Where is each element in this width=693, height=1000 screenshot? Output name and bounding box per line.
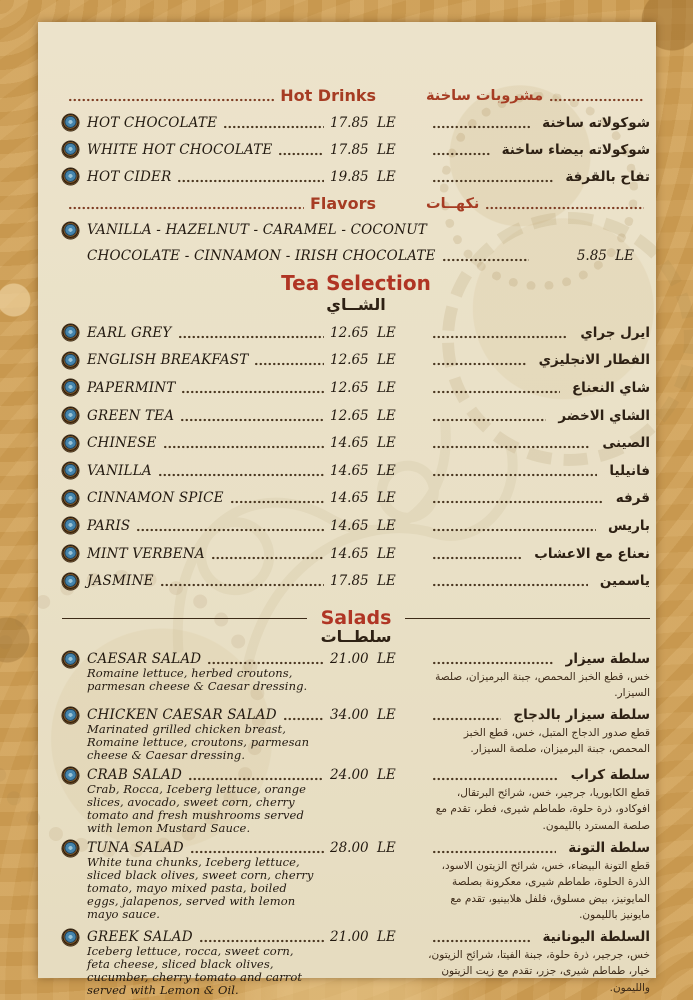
item-name-ar: باريس	[607, 517, 650, 534]
item-price: 12.65 LE	[330, 352, 396, 369]
brand-seal-icon	[62, 407, 79, 424]
item-price: 17.85 LE	[330, 114, 396, 131]
menu-item-row	[62, 929, 650, 997]
item-price: 17.85 LE	[330, 141, 396, 158]
brand-seal-icon	[62, 168, 79, 185]
item-description-en: Iceberg lettuce, rocca, sweet corn, feta cheese, sliced black olives, cucumber, cherry tomato and carrot served with Lemon & Oil.	[87, 943, 303, 997]
item-name-en: EARL GREY	[87, 324, 172, 341]
menu-item-row	[62, 540, 650, 568]
item-name-ar: سلطة سيزار بالدجاج	[513, 706, 650, 723]
item-name-en: JASMINE	[87, 573, 154, 590]
dotted-leader	[180, 418, 324, 422]
brand-seal-icon	[62, 490, 79, 507]
dotted-leader	[177, 179, 324, 183]
item-description-ar: خس، جرجير، ذرة حلوة، جبنة الفيتا، شرائح الزيتون، خيار، طماطم شيرى، جزر، تقدم مع زيت الزيتون والليمون.	[428, 948, 650, 994]
section-title-ar: الشــاي	[326, 295, 386, 314]
dotted-leader	[442, 258, 529, 262]
dotted-leader	[432, 661, 554, 665]
flavors-text: VANILLA - HAZELNUT - CARAMEL - COCONUT	[87, 222, 427, 238]
dotted-leader	[432, 850, 556, 854]
menu-item-row	[62, 707, 650, 762]
menu-item-row	[62, 347, 650, 375]
item-name-en: GREEK SALAD	[87, 928, 193, 945]
item-price: 17.85 LE	[330, 573, 396, 590]
item-name-en: CAESAR SALAD	[87, 650, 202, 667]
section-title-en: Tea Selection	[281, 271, 431, 295]
item-name-en: HOT CIDER	[87, 168, 172, 185]
dotted-leader	[432, 152, 490, 156]
dotted-leader	[230, 500, 324, 504]
section-title-ar: مشروبات ساخنة	[426, 87, 544, 104]
brand-seal-icon	[62, 840, 79, 857]
item-name-ar: شوكولاته ساخنة	[542, 114, 650, 131]
section-title-en: Salads	[320, 606, 392, 629]
dotted-leader	[432, 418, 546, 422]
dotted-leader	[432, 473, 597, 477]
dotted-leader	[432, 335, 568, 339]
dotted-leader	[254, 362, 324, 366]
flavors-text: CHOCOLATE - CINNAMON - IRISH CHOCOLATE	[87, 248, 436, 264]
section-header-hot-drinks	[62, 82, 650, 109]
dotted-leader	[68, 206, 304, 210]
item-description-en: White tuna chunks, Iceberg lettuce, sliced black olives, sweet corn, cherry tomato, mayo mixed pasta, boiled eggs, jalapenos, served with lemon mayo sauce.	[87, 854, 314, 921]
item-name-ar: شاي النعناع	[571, 379, 650, 396]
section-title-ar: نكهــات	[426, 195, 480, 212]
dotted-leader	[432, 445, 590, 449]
item-price: 14.65 LE	[330, 435, 396, 452]
item-name-en: WHITE HOT CHOCOLATE	[87, 141, 273, 158]
item-price: 12.65 LE	[330, 407, 396, 424]
dotted-leader	[207, 661, 324, 665]
dotted-leader	[432, 500, 604, 504]
item-name-ar: فانيليا	[609, 462, 650, 479]
item-name-en: CHINESE	[87, 435, 157, 452]
brand-seal-icon	[62, 114, 79, 131]
item-price: 12.65 LE	[330, 379, 396, 396]
menu-item-row	[62, 567, 650, 595]
menu-item-row	[62, 374, 650, 402]
brand-seal-icon	[62, 352, 79, 369]
brand-seal-icon	[62, 379, 79, 396]
tea-list	[62, 319, 650, 595]
dotted-leader	[223, 125, 324, 129]
item-name-en: ENGLISH BREAKFAST	[87, 352, 249, 369]
brand-seal-icon	[62, 324, 79, 341]
brand-seal-icon	[62, 222, 79, 239]
item-name-ar: قرفه	[615, 490, 650, 507]
item-price: 14.65 LE	[330, 517, 396, 534]
menu-item-row	[62, 402, 650, 430]
menu-item-row	[62, 136, 650, 163]
item-price: 14.65 LE	[330, 545, 396, 562]
brand-seal-icon	[62, 767, 79, 784]
flavors-list-line	[62, 243, 650, 269]
item-price: 34.00 LE	[330, 706, 396, 723]
dotted-leader	[68, 98, 274, 102]
section-header-tea	[62, 271, 650, 315]
dotted-leader	[485, 206, 644, 210]
item-description-ar: خس، قطع الخبز المحمص، جبنة البرميزان، صلصة السيزار.	[435, 670, 650, 700]
item-name-en: CHICKEN CAESAR SALAD	[87, 706, 277, 723]
dotted-leader	[432, 179, 553, 183]
item-name-en: HOT CHOCOLATE	[87, 114, 218, 131]
item-name-en: CINNAMON SPICE	[87, 490, 224, 507]
item-name-en: TUNA SALAD	[87, 839, 184, 856]
dotted-leader	[163, 445, 324, 449]
dotted-leader	[136, 528, 324, 532]
dotted-leader	[432, 390, 560, 394]
item-name-en: VANILLA	[87, 462, 152, 479]
menu-item-row	[62, 163, 650, 190]
item-price: 14.65 LE	[330, 462, 396, 479]
section-title-ar: سلطــات	[320, 626, 392, 646]
item-price: 12.65 LE	[330, 324, 396, 341]
item-description-en: Marinated grilled chicken breast, Romaine lettuce, croutons, parmesan cheese & Caesar dressing.	[87, 721, 310, 762]
item-name-ar: سلطة سيزار	[565, 650, 650, 667]
brand-seal-icon	[62, 141, 79, 158]
dotted-leader	[283, 717, 324, 721]
dotted-leader	[199, 939, 324, 943]
item-description-en: Crab, Rocca, Iceberg lettuce, orange slices, avocado, sweet corn, cherry tomato and fresh mushrooms served with lemon Mustard Sauce.	[87, 781, 307, 835]
item-name-ar: السلطة اليونانية	[542, 928, 650, 945]
item-name-ar: سلطة التونة	[568, 839, 650, 856]
brand-seal-icon	[62, 545, 79, 562]
item-name-ar: شوكولاته بيضاء ساخنة	[501, 141, 650, 158]
dotted-leader	[278, 152, 324, 156]
flavors-list-line	[62, 217, 650, 243]
flavors-price: 5.85 LE	[576, 248, 634, 264]
dotted-leader	[432, 583, 588, 587]
menu-item-row	[62, 651, 650, 702]
section-title-en: Hot Drinks	[280, 86, 376, 105]
brand-seal-icon	[62, 435, 79, 452]
item-price: 28.00 LE	[330, 839, 396, 856]
menu-item-row	[62, 457, 650, 485]
menu-item-row	[62, 840, 650, 924]
item-name-en: MINT VERBENA	[87, 545, 205, 562]
dotted-leader	[432, 125, 530, 129]
item-description-en: Romaine lettuce, herbed croutons, parmesan cheese & Caesar dressing.	[87, 665, 308, 693]
brand-seal-icon	[62, 462, 79, 479]
divider-line	[62, 618, 307, 619]
dotted-leader	[432, 556, 522, 560]
dotted-leader	[549, 98, 644, 102]
item-name-ar: ياسمين	[599, 573, 650, 590]
brand-seal-icon	[62, 707, 79, 724]
dotted-leader	[158, 473, 324, 477]
section-header-flavors	[62, 190, 650, 217]
menu-item-row	[62, 767, 650, 835]
item-price: 24.00 LE	[330, 766, 396, 783]
brand-seal-icon	[62, 651, 79, 668]
item-price: 14.65 LE	[330, 490, 396, 507]
item-name-ar: الشاي الاخضر	[558, 407, 650, 424]
section-header-salads	[62, 607, 650, 629]
item-name-ar: ايرل جراي	[580, 324, 650, 341]
item-name-en: CRAB SALAD	[87, 766, 182, 783]
menu-item-row	[62, 485, 650, 513]
item-name-ar: الفطار الانجليزي	[538, 352, 650, 369]
item-description-ar: قطع الكابوريا، جرجير، خس، شرائح البرتقال، افوكادو، ذرة حلوة، طماطم شيرى، فطر، تقدم مع صلصة المسترد بالليمون.	[435, 786, 650, 832]
menu-page	[38, 22, 656, 997]
dotted-leader	[432, 777, 559, 781]
menu-item-row	[62, 319, 650, 347]
item-price: 21.00 LE	[330, 928, 396, 945]
item-name-ar: الصينى	[602, 435, 650, 452]
menu-content	[38, 22, 656, 997]
dotted-leader	[190, 850, 324, 854]
brand-seal-icon	[62, 573, 79, 590]
item-description-ar: قطع التونة البيضاء، خس، شرائح الزيتون الاسود، الذرة الحلوة، طماطم شيرى، معكرونة بصلصة المايونيز، بيض مسلوق، فلفل هلابينيو، تقدم مع مايونيز بالليمون.	[441, 859, 650, 922]
dotted-leader	[432, 362, 527, 366]
item-description-ar: قطع صدور الدجاج المتبل، خس، قطع الخبز المحمص، جبنة البرميزان، صلصة السيزار.	[463, 726, 650, 756]
dotted-leader	[211, 556, 324, 560]
item-price: 19.85 LE	[330, 168, 396, 185]
item-name-ar: نعناع مع الاعشاب	[534, 545, 650, 562]
dotted-leader	[432, 528, 596, 532]
divider-line	[405, 618, 650, 619]
menu-item-row	[62, 429, 650, 457]
item-name-ar: سلطة كراب	[570, 766, 650, 783]
section-header-salads-ar	[62, 627, 650, 647]
dotted-leader	[178, 335, 324, 339]
dotted-leader	[432, 717, 501, 721]
section-title-en: Flavors	[309, 194, 376, 213]
brand-seal-icon	[62, 929, 79, 946]
menu-item-row	[62, 109, 650, 136]
dotted-leader	[160, 583, 324, 587]
item-name-en: PAPERMINT	[87, 379, 176, 396]
dotted-leader	[188, 777, 324, 781]
item-price: 21.00 LE	[330, 650, 396, 667]
item-name-en: GREEN TEA	[87, 407, 175, 424]
item-name-en: PARIS	[87, 517, 131, 534]
brand-seal-icon	[62, 517, 79, 534]
menu-item-row	[62, 512, 650, 540]
dotted-leader	[432, 939, 530, 943]
item-name-ar: تفاح بالقرفة	[565, 168, 650, 185]
dotted-leader	[181, 390, 324, 394]
